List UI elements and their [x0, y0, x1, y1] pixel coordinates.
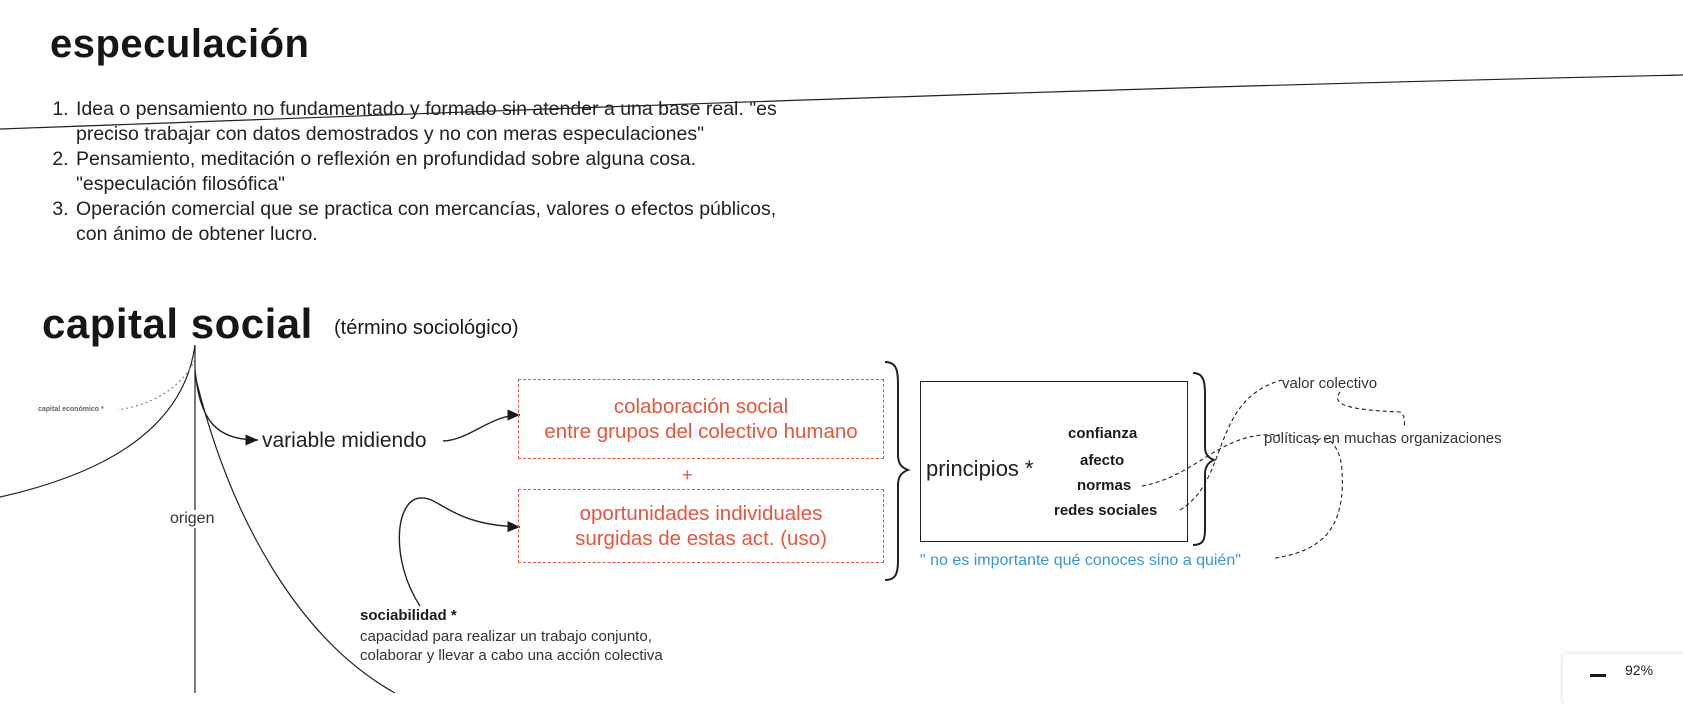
zoom-level[interactable]: 92% [1625, 662, 1654, 678]
valor-colectivo-label: valor colectivo [1282, 375, 1378, 392]
term-normas: normas [1077, 477, 1132, 494]
capital-social-subtitle: (término sociológico) [334, 317, 519, 339]
definition-list [50, 97, 954, 247]
definition-item: 3. Operación comercial que se practica con mercancías, valores o efectos públicos, con ánimo de obtener lucro. [74, 197, 954, 247]
speculation-title: especulación [50, 22, 310, 66]
sociability-title: sociabilidad * [360, 607, 457, 624]
variable-label: variable midiendo [262, 429, 427, 452]
brace-1 [885, 362, 908, 580]
term-afecto: afecto [1080, 452, 1125, 469]
plus-sign: + [682, 465, 693, 485]
principles-label: principios * [926, 456, 1034, 481]
zoom-control [1563, 654, 1683, 704]
term-redes-sociales: redes sociales [1054, 502, 1158, 519]
quote-text: " no es importante qué conoces sino a quién" [920, 552, 1241, 569]
collaboration-box: colaboración social entre grupos del colectivo humano [518, 379, 884, 459]
curve-to-variable [195, 370, 258, 440]
opportunities-box: oportunidades individuales surgidas de estas act. (uso) [518, 489, 884, 563]
zoom-out-icon[interactable] [1590, 674, 1606, 677]
capital-social-title: capital social [42, 300, 313, 347]
definition-item: 1. Idea o pensamiento no fundamentado y formado sin atender a una base real. "es preciso trabajar con datos demostrados y no con meras especulaciones" [74, 97, 954, 147]
origin-label: origen [170, 510, 215, 527]
capital-economico-label: capital económico * [38, 406, 104, 413]
dotted-curve [118, 360, 195, 410]
brace-2 [1193, 373, 1214, 545]
dash-valor [1338, 392, 1405, 428]
curve-to-box2 [399, 498, 520, 606]
curve-to-box1 [443, 415, 520, 441]
sociability-description: capacidad para realizar un trabajo conjunto, colaborar y llevar a cabo una acción colectiva [360, 628, 663, 664]
definition-item: 2. Pensamiento, meditación o reflexión en profundidad sobre alguna cosa. "especulación filosófica" [74, 147, 954, 197]
term-confianza: confianza [1068, 425, 1138, 442]
dash-quote [1275, 438, 1342, 558]
left-curve-stroke [0, 345, 195, 497]
politicas-label: políticas en muchas organizaciones [1264, 430, 1502, 447]
